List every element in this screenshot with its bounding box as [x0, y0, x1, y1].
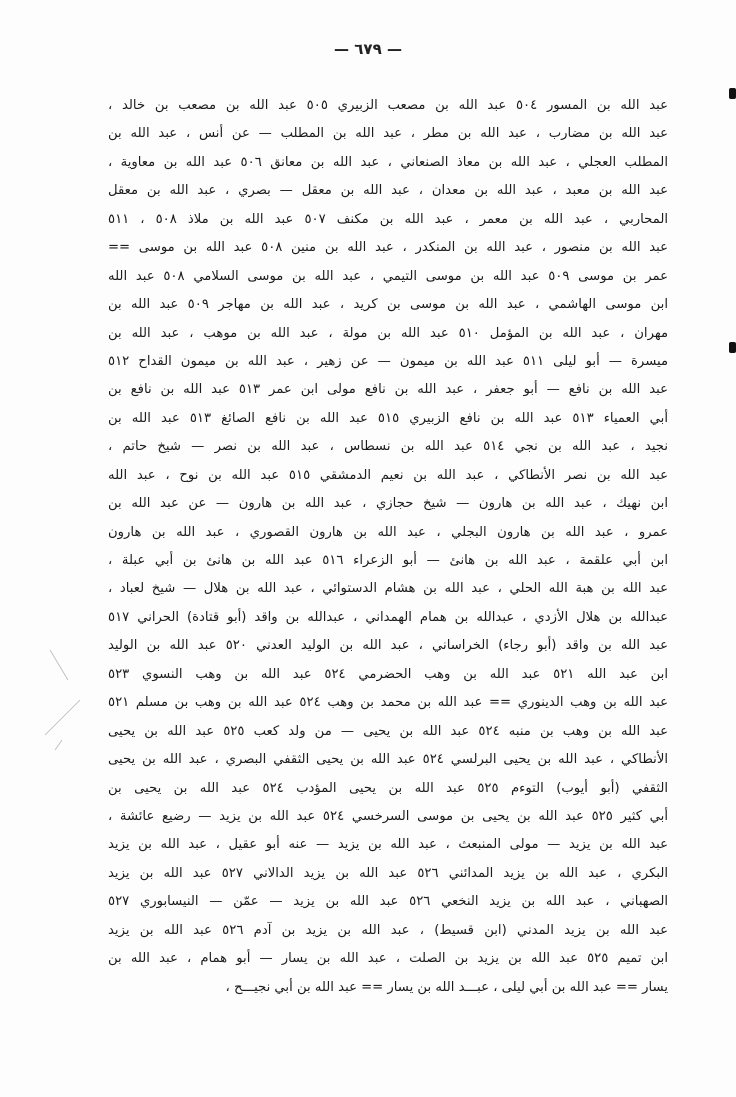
binding-hole-mark: [729, 342, 736, 353]
binding-hole-mark: [729, 88, 736, 99]
index-line: الصهباني ، عبد الله بن يزيد النخعي ٥٢٦ عبد الله بن يزيد — عمّن — النيسابوري ٥٢٧: [108, 894, 668, 910]
index-entries: [108, 92, 668, 1002]
index-line: المطلب العجلي ، عبد الله بن معاذ الصنعاني ، عبد الله بن معانق ٥٠٦ عبد الله بن معاوية ،: [108, 154, 668, 170]
index-line: عبدالله بن هلال الأزدي ، عبدالله بن همام الهمداني ، عبدالله بن واقد (أبو قتادة) الحراني ٥١٧: [108, 609, 668, 625]
index-line: نجيد ، عبد الله بن نجي ٥١٤ عبد الله بن نسطاس ، عبد الله بن نصر — شيخ حاتم ،: [108, 439, 668, 455]
index-line: عبد الله بن مضارب ، عبد الله بن مطر ، عبد الله بن المطلب — عن أنس ، عبد الله بن: [108, 126, 668, 142]
index-line: الثقفي (أبو أيوب) التوءم ٥٢٥ عبد الله بن يحيى المؤدب ٥٢٤ عبد الله بن يحيى بن: [108, 780, 668, 796]
index-line: عبد الله بن منصور ، عبد الله بن المنكدر ، عبد الله بن منين ٥٠٨ عبد الله بن موسى ==: [108, 240, 668, 256]
index-line: ابن أبي علقمة ، عبد الله بن هانئ — أبو الزعراء ٥١٦ عبد الله بن هانئ بن أبي عبلة ،: [108, 553, 668, 568]
index-line: عبد الله بن معبد ، عبد الله بن معدان ، عبد الله بن معقل — بصري ، عبد الله بن معقل: [108, 183, 668, 199]
index-line: عبد الله بن نصر الأنطاكي ، عبد الله بن نعيم الدمشقي ٥١٥ عبد الله بن نوح ، عبد الله: [108, 467, 668, 483]
index-line: عمرو ، عبد الله بن هارون البجلي ، عبد الله بن هارون القصوري ، عبد الله بن هارون: [108, 524, 668, 540]
index-line: أبي العمياء ٥١٣ عبد الله بن نافع الزبيري ٥١٥ عبد الله بن نافع الصائغ ٥١٣ عبد الله بن: [108, 410, 668, 426]
index-line: ابن عبد الله ٥٢١ عبد الله بن وهب الحضرمي ٥٢٤ عبد الله بن وهب النسوي ٥٢٣: [108, 666, 668, 682]
index-line: ميسرة — أبو ليلى ٥١١ عبد الله بن ميمون — عن زهير ، عبد الله بن ميمون القداح ٥١٢: [108, 353, 668, 369]
index-line: ابن تميم ٥٢٥ عبد الله بن يزيد بن الصلت ، عبد الله بن يسار — أبو همام ، عبد الله بن: [108, 951, 668, 967]
index-line: الأنطاكي ، عبد الله بن يحيى البرلسي ٥٢٤ عبد الله بن يحيى الثقفي البصري ، عبد الله بن يحيى: [108, 752, 668, 768]
index-line: ابن موسى الهاشمي ، عبد الله بن موسى بن كريد ، عبد الله بن مهاجر ٥٠٩ عبد الله بن: [108, 297, 668, 313]
index-line: عبد الله بن يزيد المدني (ابن قسيط) ، عبد الله بن يزيد بن آدم ٥٢٦ عبد الله بن يزيد: [108, 922, 668, 938]
scan-artifact-scratch: [40, 640, 90, 760]
index-line: مهران ، عبد الله بن المؤمل ٥١٠ عبد الله بن مولة ، عبد الله بن موهب ، عبد الله بن: [108, 325, 668, 341]
index-line: البكري ، عبد الله بن يزيد المدائني ٥٢٦ عبد الله بن يزيد الدالاني ٥٢٧ عبد الله بن يزيد: [108, 865, 668, 881]
index-line: المحاربي ، عبد الله بن معمر ، عبد الله بن مكنف ٥٠٧ عبد الله بن ملاذ ٥٠٨ ، ٥١١: [108, 211, 668, 227]
index-line: عمر بن موسى ٥٠٩ عبد الله بن موسى التيمي ، عبد الله بن موسى السلامي ٥٠٨ عبد الله: [108, 268, 668, 284]
index-line: عبد الله بن نافع — أبو جعفر ، عبد الله بن نافع مولى ابن عمر ٥١٣ عبد الله بن نافع بن: [108, 382, 668, 398]
index-line: ابن نهيك ، عبد الله بن هارون — شيخ حجازي ، عبد الله بن هارون — عن عبد الله بن: [108, 496, 668, 512]
index-line: أبي كثير ٥٢٥ عبد الله بن يحيى بن موسى السرخسي ٥٢٤ عبد الله بن يزيد — رضيع عائشة ،: [108, 808, 668, 824]
index-line: عبد الله بن هبة الله الحلي ، عبد الله بن هشام الدستوائي ، عبد الله بن هلال — شيخ لعباد ،: [108, 581, 668, 597]
index-line: يسار == عبد الله بن أبي ليلى ، عبـــد الله بن يسار == عبد الله بن أبي نجيـــح ،: [225, 979, 668, 995]
index-line: عبد الله بن المسور ٥٠٤ عبد الله بن مصعب الزبيري ٥٠٥ عبد الله بن مصعب بن خالد ،: [108, 98, 668, 113]
page-number: — ٦٧٩ —: [334, 40, 402, 58]
index-line: عبد الله بن وهب الدينوري == عبد الله بن محمد بن وهب ٥٢٤ عبد الله بن وهب بن مسلم ٥٢١: [108, 695, 668, 711]
index-line: عبد الله بن واقد (أبو رجاء) الخراساني ، عبد الله بن الوليد العدني ٥٢٠ عبد الله بن الوليد: [108, 638, 668, 654]
index-line: عبد الله بن يزيد — مولى المنبعث ، عبد الله بن يزيد — عنه أبو عقيل ، عبد الله بن يزيد: [108, 837, 668, 853]
index-line: عبد الله بن وهب بن منبه ٥٢٤ عبد الله بن يحيى — من ولد كعب ٥٢٥ عبد الله بن يحيى: [108, 723, 668, 739]
